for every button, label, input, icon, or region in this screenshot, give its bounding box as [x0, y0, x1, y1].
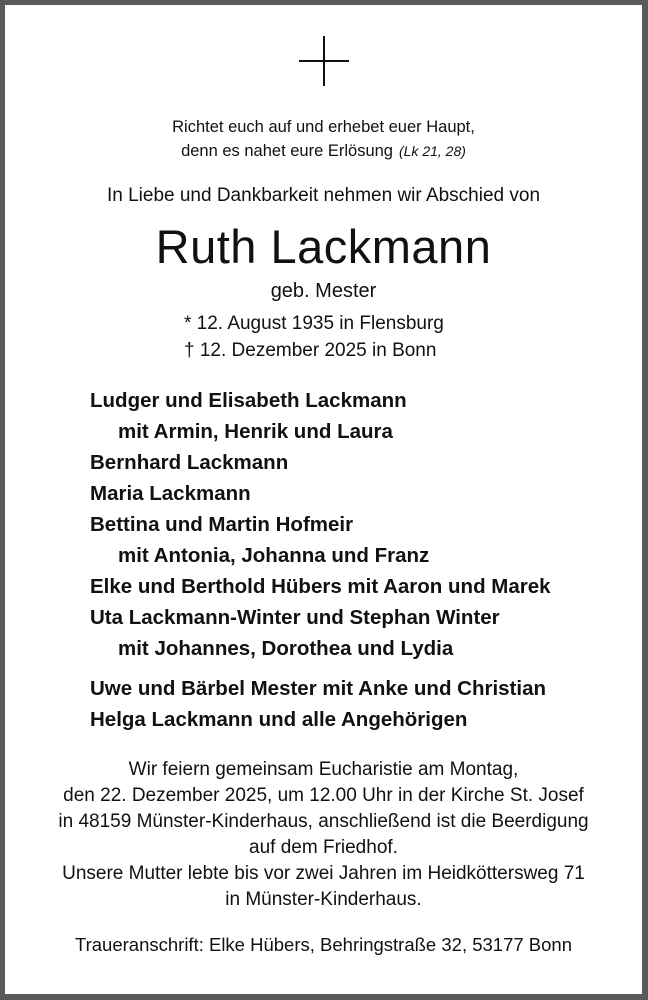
mourner-line-children: mit Antonia, Johanna und Franz [118, 544, 430, 567]
mourner-line-children: mit Armin, Henrik und Laura [118, 420, 393, 443]
mourner-line: Elke und Berthold Hübers mit Aaron und Marek [90, 575, 551, 598]
verse-line-2-text: denn es nahet eure Erlösung [181, 142, 393, 160]
mourners-list [90, 385, 551, 735]
verse-line-1: Richtet euch auf und erhebet euer Haupt, [172, 118, 475, 136]
mourner-line: Uta Lackmann-Winter und Stephan Winter [90, 606, 500, 629]
deceased-name: Ruth Lackmann [155, 220, 492, 273]
verse-reference: (Lk 21, 28) [398, 143, 466, 159]
service-line: auf dem Friedhof. [249, 837, 398, 858]
cross-icon [299, 36, 349, 86]
service-line: in 48159 Münster-Kinderhaus, anschließend ist die Beerdigung [58, 811, 589, 832]
verse-line-2 [5, 139, 642, 163]
mourner-line: Ludger und Elisabeth Lackmann [90, 389, 407, 412]
maiden-name: geb. Mester [270, 280, 377, 302]
death-date: † 12. Dezember 2025 in Bonn [184, 340, 437, 361]
service-information [5, 757, 642, 913]
relative-line: Helga Lackmann und alle Angehörigen [90, 708, 468, 731]
bible-verse [5, 115, 642, 163]
obituary-notice [5, 5, 642, 994]
service-line: den 22. Dezember 2025, um 12.00 Uhr in der Kirche St. Josef [63, 785, 584, 806]
spacer [90, 664, 551, 673]
mourner-line-children: mit Johannes, Dorothea und Lydia [118, 637, 454, 660]
mourner-line: Maria Lackmann [90, 482, 251, 505]
life-dates [184, 310, 444, 364]
mourner-line: Bettina und Martin Hofmeir [90, 513, 354, 536]
relative-line: Uwe und Bärbel Mester mit Anke und Christian [90, 677, 547, 700]
service-line: Unsere Mutter lebte bis vor zwei Jahren im Heidköttersweg 71 [62, 863, 585, 884]
intro-text: In Liebe und Dankbarkeit nehmen wir Abschied von [106, 185, 541, 206]
mourner-line: Bernhard Lackmann [90, 451, 289, 474]
cross-horizontal-bar [299, 60, 349, 62]
service-line: Wir feiern gemeinsam Eucharistie am Montag, [128, 759, 519, 780]
service-line: in Münster-Kinderhaus. [225, 889, 422, 910]
birth-date: * 12. August 1935 in Flensburg [184, 313, 444, 334]
mourning-address: Traueranschrift: Elke Hübers, Behringstraße 32, 53177 Bonn [74, 934, 573, 955]
